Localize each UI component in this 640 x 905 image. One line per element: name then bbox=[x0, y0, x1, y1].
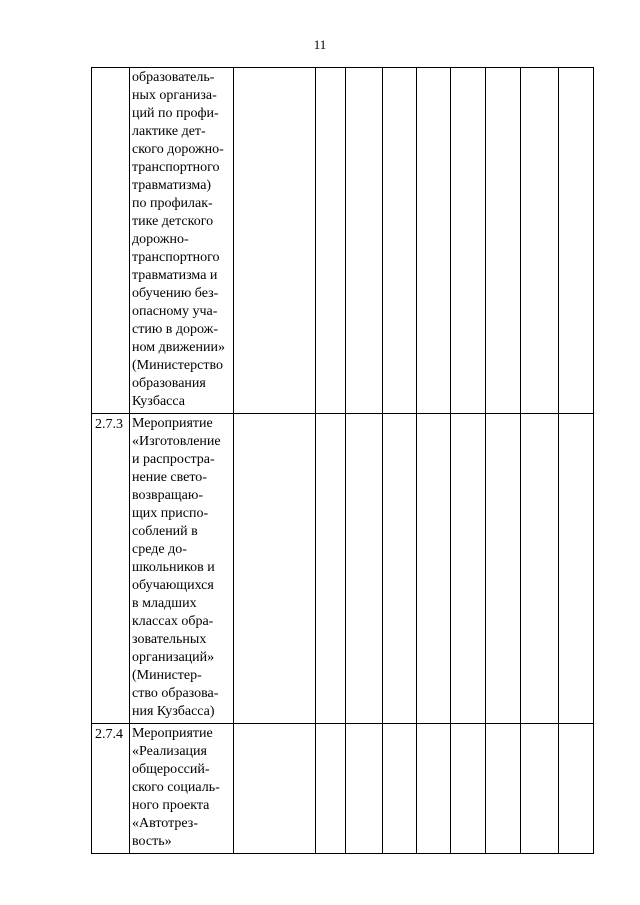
activity-name-line: организаций» bbox=[132, 650, 215, 665]
activity-name-line: соблений в bbox=[132, 524, 198, 539]
activity-name-line: и распростра- bbox=[132, 452, 215, 467]
activity-name-line: Мероприятие bbox=[132, 416, 213, 431]
activity-name-line: «Реализация bbox=[132, 744, 207, 759]
activity-name-line: общероссий- bbox=[132, 762, 210, 777]
activity-name-line: лактике дет- bbox=[132, 124, 206, 139]
activity-name-line: образователь- bbox=[132, 70, 215, 85]
empty-cell bbox=[521, 68, 559, 414]
activity-name-cell bbox=[130, 68, 234, 414]
activity-name-line: ния Кузбасса) bbox=[132, 704, 215, 719]
row-number: 2.7.3 bbox=[92, 414, 130, 724]
empty-cell bbox=[316, 68, 346, 414]
empty-cell bbox=[346, 724, 383, 854]
activity-name-line: травматизма и bbox=[132, 268, 218, 283]
activity-name-line: по профилак- bbox=[132, 196, 213, 211]
activity-name-line: вость» bbox=[132, 834, 172, 849]
empty-cell bbox=[486, 68, 521, 414]
row-number: 2.7.4 bbox=[92, 724, 130, 854]
empty-cell bbox=[346, 68, 383, 414]
activity-name-line: ных организа- bbox=[132, 88, 217, 103]
activity-name-line: (Министер- bbox=[132, 668, 202, 683]
activity-name-line: образования bbox=[132, 376, 206, 391]
activity-name-cell bbox=[130, 724, 234, 854]
table-row bbox=[92, 724, 594, 854]
activity-name-line: обучающихся bbox=[132, 578, 214, 593]
activity-name-line: Мероприятие bbox=[132, 726, 213, 741]
empty-cell bbox=[559, 68, 594, 414]
empty-cell bbox=[486, 414, 521, 724]
empty-cell bbox=[559, 724, 594, 854]
activity-name-line: среде до- bbox=[132, 542, 187, 557]
empty-cell bbox=[383, 68, 417, 414]
empty-cell bbox=[451, 724, 486, 854]
table-row bbox=[92, 68, 594, 414]
empty-cell bbox=[417, 414, 451, 724]
activity-name-line: ского дорожно- bbox=[132, 142, 224, 157]
activity-name-line: «Автотрез- bbox=[132, 816, 198, 831]
table-row bbox=[92, 414, 594, 724]
table-body bbox=[92, 68, 594, 854]
page-number: 11 bbox=[313, 37, 327, 52]
empty-cell bbox=[316, 724, 346, 854]
activity-name-line: нение свето- bbox=[132, 470, 207, 485]
activity-name-line: травматизма) bbox=[132, 178, 212, 193]
empty-cell bbox=[346, 414, 383, 724]
activity-name-line: обучению без- bbox=[132, 286, 219, 301]
activity-name-line: ций по профи- bbox=[132, 106, 219, 121]
program-table bbox=[91, 67, 594, 854]
activity-name-line: «Изготовление bbox=[132, 434, 221, 449]
empty-cell bbox=[521, 724, 559, 854]
activity-name-line: зовательных bbox=[132, 632, 207, 647]
activity-name-line: стию в дорож- bbox=[132, 322, 219, 337]
activity-name-line: ство образова- bbox=[132, 686, 219, 701]
empty-cell bbox=[417, 724, 451, 854]
activity-name-line: ного проекта bbox=[132, 798, 210, 813]
activity-name-line: опасному уча- bbox=[132, 304, 218, 319]
empty-cell bbox=[234, 724, 316, 854]
empty-cell bbox=[234, 68, 316, 414]
empty-cell bbox=[451, 414, 486, 724]
activity-name-line: дорожно- bbox=[132, 232, 189, 247]
activity-name-line: возвращаю- bbox=[132, 488, 203, 503]
empty-cell bbox=[559, 414, 594, 724]
activity-name-line: тике детского bbox=[132, 214, 214, 229]
empty-cell bbox=[234, 414, 316, 724]
activity-name-cell bbox=[130, 414, 234, 724]
row-number bbox=[92, 68, 130, 414]
activity-name-line: ского социаль- bbox=[132, 780, 220, 795]
empty-cell bbox=[521, 414, 559, 724]
activity-name-line: школьников и bbox=[132, 560, 215, 575]
empty-cell bbox=[451, 68, 486, 414]
activity-name-line: транспортного bbox=[132, 160, 220, 175]
activity-name-line: щих приспо- bbox=[132, 506, 209, 521]
empty-cell bbox=[383, 414, 417, 724]
activity-name-line: (Министерство bbox=[132, 358, 223, 373]
empty-cell bbox=[486, 724, 521, 854]
activity-name-line: ном движении» bbox=[132, 340, 225, 355]
empty-cell bbox=[316, 414, 346, 724]
activity-name-line: в младших bbox=[132, 596, 197, 611]
activity-name-line: классах обра- bbox=[132, 614, 214, 629]
activity-name-line: транспортного bbox=[132, 250, 220, 265]
activity-name-line: Кузбасса bbox=[132, 394, 185, 409]
empty-cell bbox=[383, 724, 417, 854]
empty-cell bbox=[417, 68, 451, 414]
